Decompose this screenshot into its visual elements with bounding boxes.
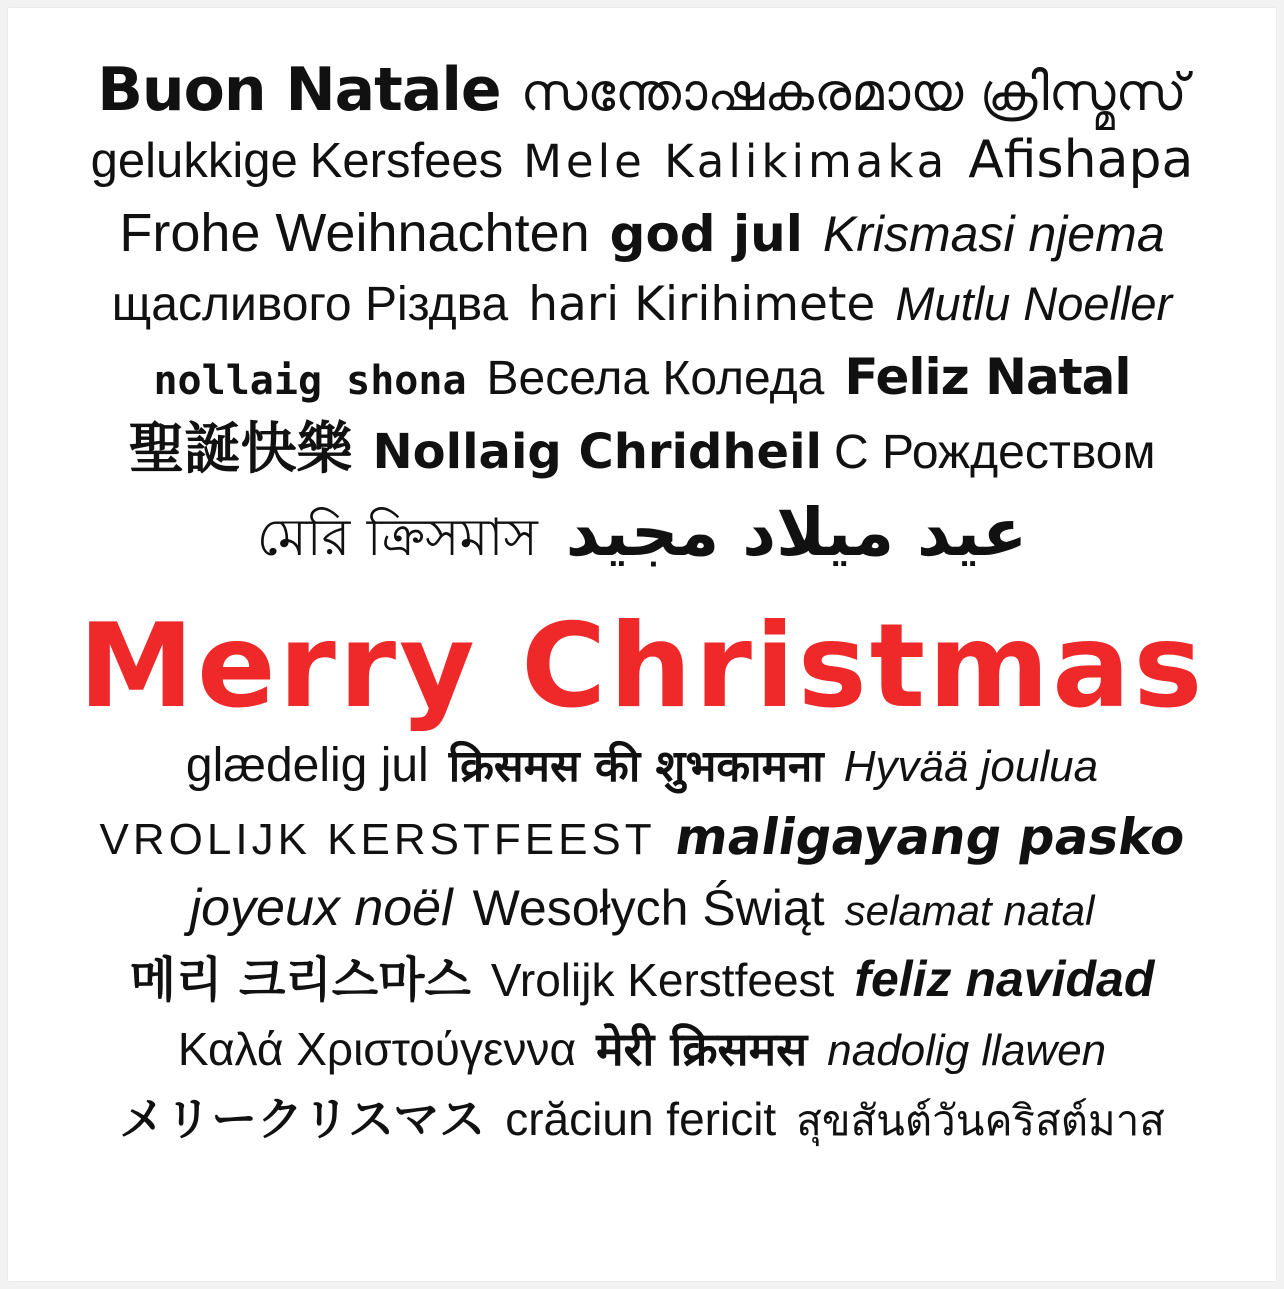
greeting-line-2 <box>66 130 1218 206</box>
greeting-hindi-long: क्रिसमस की शुभकामना <box>448 741 824 792</box>
greeting-joyeux-noel: joyeux noël <box>189 879 453 937</box>
greeting-bulgarian: Весела Коледа <box>486 352 825 405</box>
greeting-frohe-weihnachten: Frohe Weihnachten <box>119 203 590 263</box>
greeting-thai: สุขสันต์วันคริสต์มาส <box>796 1096 1165 1145</box>
greeting-feliz-natal: Feliz Natal <box>844 348 1131 406</box>
greeting-line-10 <box>66 808 1218 882</box>
greeting-selamat-natal: selamat natal <box>844 887 1095 934</box>
greeting-bengali: মেরি ক্রিসমাস <box>256 508 538 568</box>
greeting-russian: С Рождеством <box>833 426 1156 479</box>
greeting-line-1 <box>66 55 1218 134</box>
greeting-line-3 <box>66 203 1218 280</box>
headline-merry-christmas <box>66 592 1218 742</box>
greeting-line-4 <box>66 277 1218 352</box>
greeting-hyvaa-joulua: Hyvää joulua <box>843 742 1099 791</box>
greeting-line-5 <box>66 348 1218 422</box>
greeting-line-12 <box>66 951 1218 1026</box>
greeting-nollaig-chridheil: Nollaig Chridheil <box>372 424 822 480</box>
greeting-gelukkige: gelukkige <box>90 134 298 188</box>
greeting-malayalam: സന്തോഷകരമായ ക്രിസ്മസ് <box>520 63 1187 123</box>
greeting-buon-natale: Buon Natale <box>97 55 501 125</box>
greeting-kersfees: Kersfees <box>309 134 504 188</box>
greeting-line-7 <box>66 494 1218 592</box>
greeting-vrolijk-kerstfeest-caps: VROLIJK KERSTFEEST <box>99 815 656 864</box>
greeting-line-9 <box>66 739 1218 812</box>
greeting-krismasi-njema: Krismasi njema <box>822 206 1165 262</box>
greeting-nollaig-shona: nollaig shona <box>153 358 467 404</box>
greeting-hindi-meri: मेरी क्रिसमस <box>596 1022 808 1076</box>
greeting-korean: 메리 크리스마스 <box>129 952 471 1008</box>
greeting-line-14 <box>66 1092 1218 1168</box>
greeting-japanese: メリークリスマス <box>119 1092 486 1146</box>
headline-text: Merry Christmas <box>78 599 1206 734</box>
greeting-vrolijk-kerstfeest: Vrolijk Kerstfeest <box>490 954 835 1006</box>
greeting-ukrainian: щасливого Різдва <box>111 278 509 331</box>
greeting-greek: Καλά Χριστούγεννα <box>177 1023 577 1075</box>
greeting-nadolig-llawen: nadolig llawen <box>827 1026 1107 1075</box>
greeting-glaedelig-jul: glædelig jul <box>185 739 429 792</box>
greeting-afishapa: Afishapa <box>968 130 1194 190</box>
greeting-feliz-navidad: feliz navidad <box>854 951 1155 1007</box>
greeting-god-jul: god jul <box>609 205 803 263</box>
greeting-craciun-fericit: crăciun fericit <box>505 1093 777 1145</box>
greeting-chinese: 聖誕快樂 <box>128 417 353 482</box>
greeting-maligayang-pasko: maligayang pasko <box>671 808 1190 866</box>
greeting-mutlu-noeller: Mutlu Noeller <box>895 277 1173 330</box>
greeting-arabic: عيد ميلاد مجيد <box>565 494 1028 571</box>
greeting-mele-kalikimaka: Mele Kalikimaka <box>523 135 949 188</box>
greeting-line-11 <box>66 879 1218 954</box>
greeting-hari-kirihimete: hari Kirihimete <box>528 277 876 332</box>
greeting-card <box>8 8 1276 1281</box>
greeting-line-6 <box>66 417 1218 500</box>
greeting-wesolych-swiat: Wesołych Świąt <box>472 880 825 936</box>
greeting-line-13 <box>66 1022 1218 1096</box>
